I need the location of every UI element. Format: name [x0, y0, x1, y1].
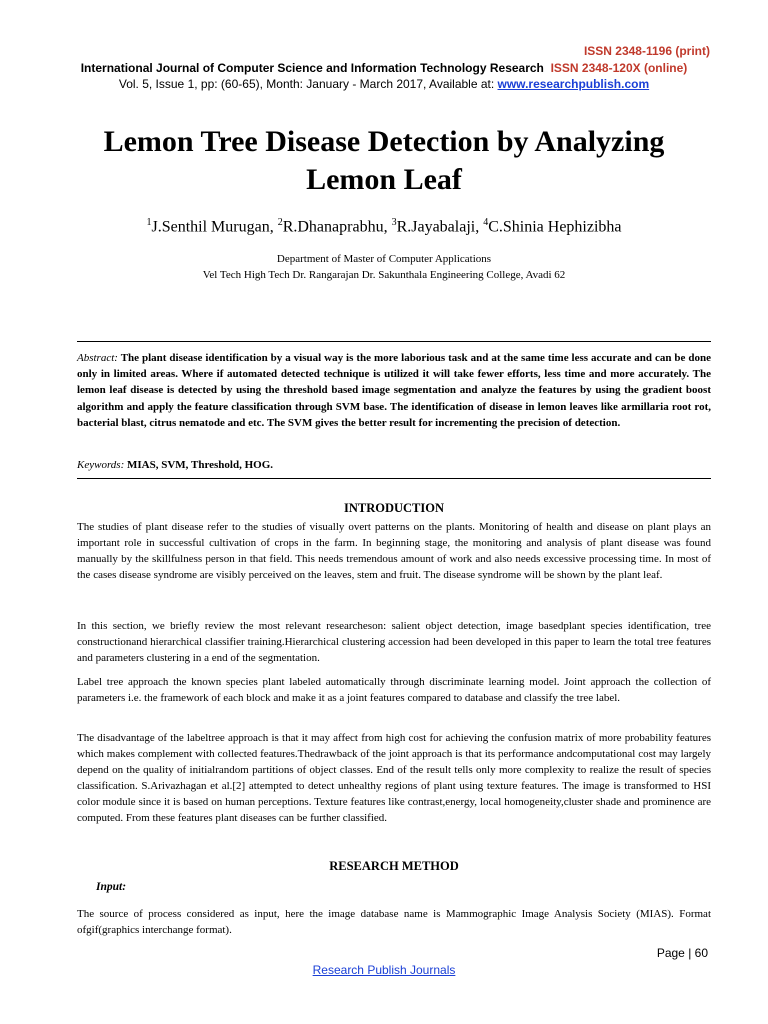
issn-online: ISSN 2348-120X (online) — [550, 61, 688, 75]
affiliation — [60, 251, 708, 283]
intro-paragraph-1: The studies of plant disease refer to the studies of visually overt patterns on the plants. Monitoring of health and disease on plant plays an important role in successful cultivation of crops in the farm. In beginning stage, the monitoring and analysis of plant disease was found manually by the skillfulness person in that field. This needs tremendous amount of work and also needs excessive processing time. In most of the cases disease syndrome are visibly perceived on the leaves, stem and fruit. The disease syndrome will be shown by the plant leaf. — [77, 521, 711, 581]
website-link[interactable]: www.researchpublish.com — [497, 77, 650, 91]
research-method-heading: RESEARCH METHOD — [329, 859, 459, 873]
author-2-index: 2 — [277, 217, 283, 228]
keywords — [77, 457, 711, 473]
keywords-text: MIAS, SVM, Threshold, HOG. — [124, 459, 273, 471]
publisher-link[interactable]: Research Publish Journals — [312, 963, 456, 977]
footer — [0, 963, 768, 977]
intro-paragraph-2: In this section, we briefly review the most relevant researcheson: salient object detection, image basedplant species identification, tree constructionand hierarchical classifier training.Hierarchical clustering accession had been developed in this paper to learn the total tree features and parameters clustering in a end of the segmentation. — [77, 620, 711, 664]
research-method-paragraph: The source of process considered as input, here the image database name is Mammographic Image Analysis Society (MIAS). Format ofgif(graphics interchange format). — [77, 908, 711, 936]
abstract-top-rule — [77, 341, 711, 342]
journal-title: International Journal of Computer Science and Information Technology Research — [80, 61, 544, 75]
abstract-bottom-rule — [77, 478, 711, 479]
author-1-index: 1 — [146, 217, 152, 228]
abstract-label: Abstract: — [77, 352, 118, 364]
paper-title: Lemon Tree Disease Detection by Analyzing Lemon Leaf — [103, 125, 665, 196]
author-list — [60, 213, 708, 237]
author-3-name: R.Jayabalaji, — [396, 218, 484, 236]
abstract — [77, 350, 711, 431]
intro-paragraph-4: The disadvantage of the labeltree approach is that it may affect from high cost for achieving the confusion matrix of more probability features which makes complement with collected features.Thedrawback of the joint approach is that its performance andcomputational cost may largely depend on the quality of initialrandom partitions of object classes. End of the result tells only more complexity to realize the result of species classification. S.Arivazhagan et al.[2] attempted to detect unhealthy regions of plant using texture features. The image is transformed to HSI color module since it is based on human perceptions. Texture features like contrast,energy, local homogeneity,cluster shade and prominence are computed. From these features plant diseases can be further classified. — [77, 732, 711, 824]
volume-line — [0, 77, 768, 92]
abstract-text: The plant disease identification by a visual way is the more laborious task and at the same time less accurate and can be done only in limited areas. Where if automated detected technique is utilized it will take fewer efforts, less time and more accurately. The lemon leaf disease is detected by using the threshold based image segmentation and analyze the features by using the gradient boost algorithm and apply the feature classification through SVM base. The identification of disease in lemon leaves like armillaria root rot, bacterial blast, citrus nematode and etc. The SVM gives the better result for incrementing the precision of detection. — [77, 352, 711, 429]
intro-paragraph-3: Label tree approach the known species plant labeled automatically through discriminate learning model. Joint approach the collection of parameters i.e. the framework of each block and make it as a joint features compared to database and classify the tree label. — [77, 676, 711, 704]
input-subheading: Input: — [96, 881, 127, 893]
author-4-index: 4 — [483, 217, 489, 228]
journal-header-line — [0, 61, 768, 76]
introduction-heading: INTRODUCTION — [343, 501, 444, 515]
author-2-name: R.Dhanaprabhu, — [282, 218, 392, 236]
keywords-label: Keywords: — [77, 459, 125, 471]
author-1-name: J.Senthil Murugan, — [151, 218, 278, 236]
issn-print: ISSN 2348-1196 (print) — [583, 44, 710, 58]
author-4-name: C.Shinia Hephizibha — [488, 218, 622, 236]
author-3-index: 3 — [391, 217, 397, 228]
volume-info: Vol. 5, Issue 1, pp: (60-65), Month: January - March 2017, Available at: — [118, 77, 498, 91]
department: Department of Master of Computer Applications — [276, 253, 492, 265]
college: Vel Tech High Tech Dr. Rangarajan Dr. Sakunthala Engineering College, Avadi 62 — [202, 269, 566, 281]
page-number: Page | 60 — [656, 946, 708, 960]
